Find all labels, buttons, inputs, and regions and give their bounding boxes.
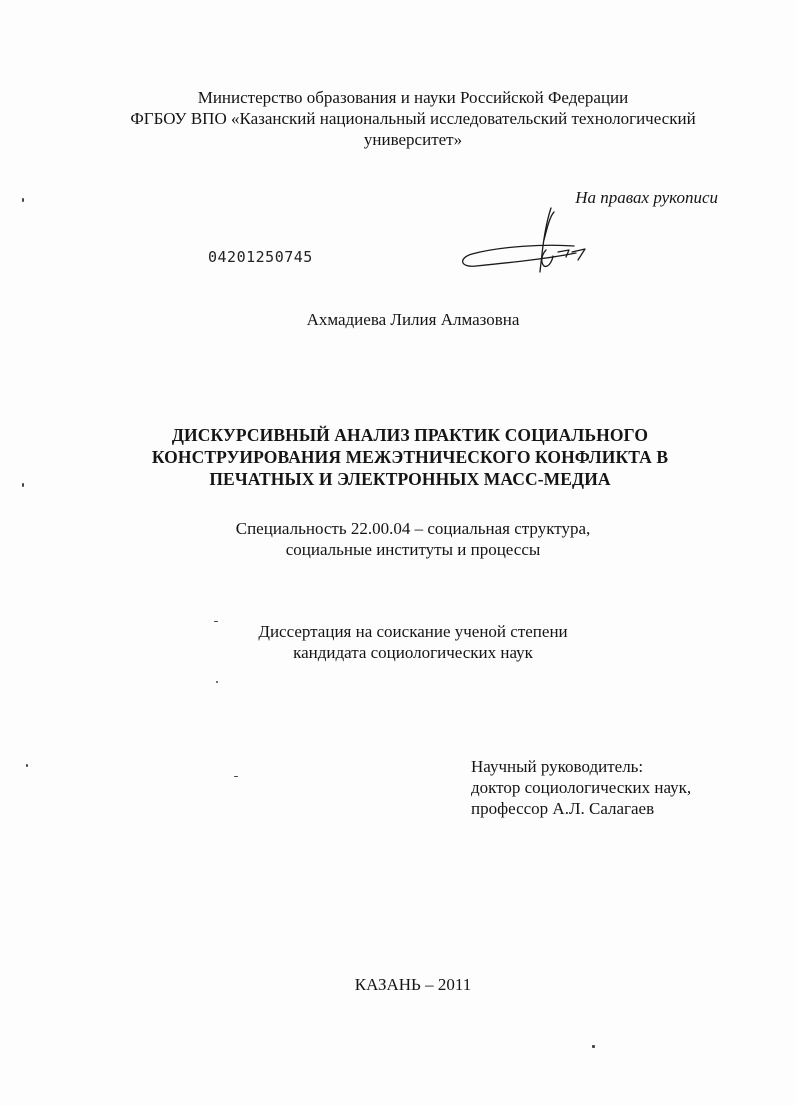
signature-image — [454, 206, 599, 276]
specialty-block — [15, 518, 796, 560]
city-year — [15, 974, 796, 995]
specialty-line: Специальность 22.00.04 – социальная структура, — [235, 519, 591, 538]
scan-speck — [234, 776, 238, 777]
scan-speck — [22, 483, 24, 487]
scan-speck — [214, 621, 218, 622]
document-number: 04201250745 — [208, 248, 313, 266]
ministry-line: Министерство образования и науки Российской Федерации — [197, 88, 629, 107]
scan-speck — [22, 198, 24, 202]
university-line: ФГБОУ ВПО «Казанский национальный исследовательский технологический — [130, 109, 696, 128]
degree-line: Диссертация на соискание ученой степени — [258, 622, 568, 641]
advisor-line: профессор А.Л. Салагаев — [471, 799, 655, 818]
advisor-line: доктор социологических наук, — [471, 778, 692, 797]
degree-block — [15, 621, 796, 663]
author-name-text: Ахмадиева Лилия Алмазовна — [306, 310, 520, 329]
university-line-end: университет» — [363, 130, 463, 149]
advisor-block — [471, 756, 691, 819]
title-line: КОНСТРУИРОВАНИЯ МЕЖЭТНИЧЕСКОГО КОНФЛИКТА В — [151, 447, 669, 467]
scan-speck — [26, 764, 28, 767]
dissertation-title — [12, 424, 796, 490]
title-line: ДИСКУРСИВНЫЙ АНАЛИЗ ПРАКТИК СОЦИАЛЬНОГО — [171, 425, 649, 445]
title-line: ПЕЧАТНЫХ И ЭЛЕКТРОННЫХ МАСС-МЕДИА — [209, 469, 611, 489]
specialty-line: социальные институты и процессы — [285, 540, 541, 559]
degree-line: кандидата социологических наук — [293, 643, 533, 662]
scan-speck — [216, 681, 218, 683]
advisor-line: Научный руководитель: — [471, 757, 644, 776]
scan-speck — [592, 1045, 595, 1048]
manuscript-note: На правах рукописи — [575, 188, 718, 207]
city-year-text: КАЗАНЬ – 2011 — [354, 975, 472, 994]
author-name — [15, 309, 796, 330]
ministry-header — [15, 87, 796, 150]
